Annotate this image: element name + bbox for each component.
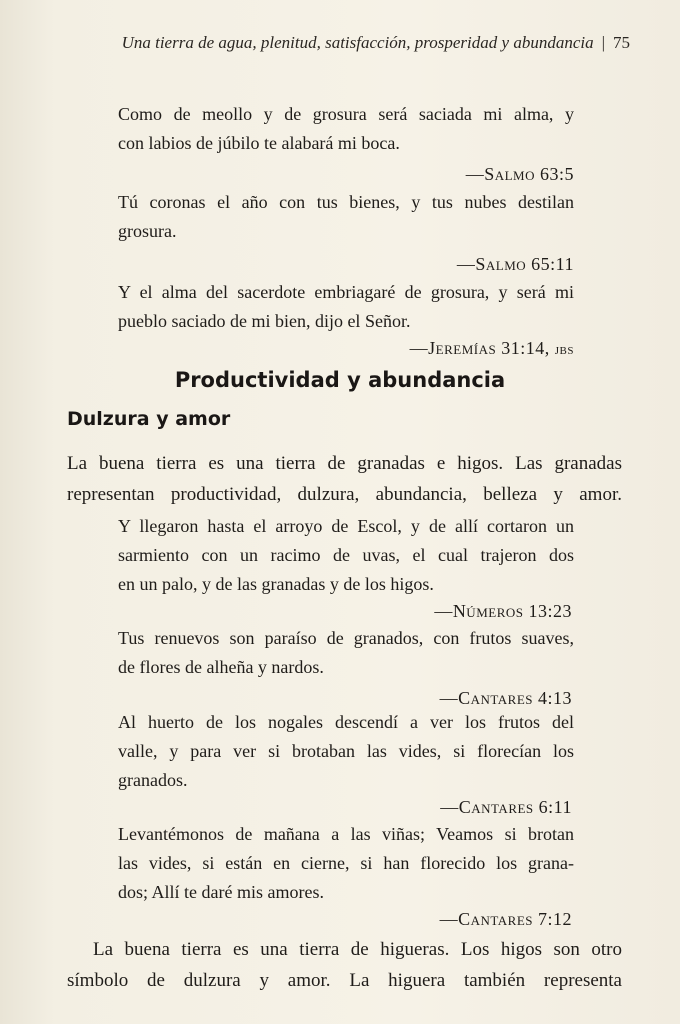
subsection-heading: Dulzura y amor xyxy=(67,408,231,430)
quote-cantares-7-12 xyxy=(0,820,680,931)
paragraph-line: La buena tierra es una tierra de higueras. Los higos son otro xyxy=(93,939,622,960)
section-heading: Productividad y abundancia xyxy=(174,368,506,392)
quote-reference: —Cantares 6:11 xyxy=(440,797,572,817)
quote-reference-suffix: jbs xyxy=(554,342,574,358)
quote-line: con labios de júbilo te alabará mi boca. xyxy=(118,133,400,153)
quote-line: Y el alma del sacerdote embriagaré de grosura, y será mi xyxy=(118,282,574,302)
quote-line: pueblo saciado de mi bien, dijo el Señor. xyxy=(118,311,411,331)
paragraph-line: La buena tierra es una tierra de granadas e higos. Las granadas xyxy=(67,453,622,474)
quote-numbers-13-23 xyxy=(0,512,680,623)
quote-line: Tú coronas el año con tus bienes, y tus nubes destilan xyxy=(118,192,574,212)
page-number: 75 xyxy=(613,33,630,52)
running-head-separator: | xyxy=(601,33,605,52)
quote-line: de flores de alheña y nardos. xyxy=(118,657,324,677)
quote-line: Y llegaron hasta el arroyo de Escol, y de allí cortaron un xyxy=(118,516,574,536)
quote-line: dos; Allí te daré mis amores. xyxy=(118,882,324,902)
quote-line: granados. xyxy=(118,770,188,790)
quote-cantares-6-11 xyxy=(0,708,680,819)
quote-line: valle, y para ver si brotaban las vides, si florecían los xyxy=(118,741,574,761)
quote-reference: —Cantares 7:12 xyxy=(439,909,572,929)
quote-reference: —Números 13:23 xyxy=(434,601,572,621)
quote-line: grosura. xyxy=(118,221,177,241)
quote-psalm-63-5 xyxy=(0,100,680,186)
quote-line: las vides, si están en cierne, si han florecido los grana- xyxy=(118,853,574,873)
quote-reference: —Cantares 4:13 xyxy=(439,688,572,708)
quote-line: Levantémonos de mañana a las viñas; Veamos si brotan xyxy=(118,824,574,844)
quote-line: Al huerto de los nogales descendí a ver los frutos del xyxy=(118,712,574,732)
paragraph-higueras xyxy=(0,934,680,996)
quote-line: Tus renuevos son paraíso de granados, con frutos suaves, xyxy=(118,628,574,648)
quote-reference xyxy=(0,336,574,362)
quote-psalm-65-11 xyxy=(0,188,680,276)
quote-cantares-4-13 xyxy=(0,624,680,710)
paragraph-line: representan productividad, dulzura, abundancia, belleza y amor. xyxy=(67,484,622,505)
quote-reference: —Salmo 63:5 xyxy=(465,164,574,184)
quote-line: Como de meollo y de grosura será saciada mi alma, y xyxy=(118,104,574,124)
paragraph-line: símbolo de dulzura y amor. La higuera también representa xyxy=(67,970,622,991)
running-head xyxy=(60,33,630,53)
quote-jeremiah-31-14 xyxy=(0,278,680,362)
quote-reference-main: —Jeremías 31:14, xyxy=(409,338,550,358)
quote-line: en un palo, y de las granadas y de los higos. xyxy=(118,574,434,594)
running-head-title: Una tierra de agua, plenitud, satisfacción, prosperidad y abundancia xyxy=(121,33,594,52)
paragraph-granadas xyxy=(0,448,680,510)
quote-line: sarmiento con un racimo de uvas, el cual trajeron dos xyxy=(118,545,574,565)
quote-reference: —Salmo 65:11 xyxy=(456,254,574,274)
